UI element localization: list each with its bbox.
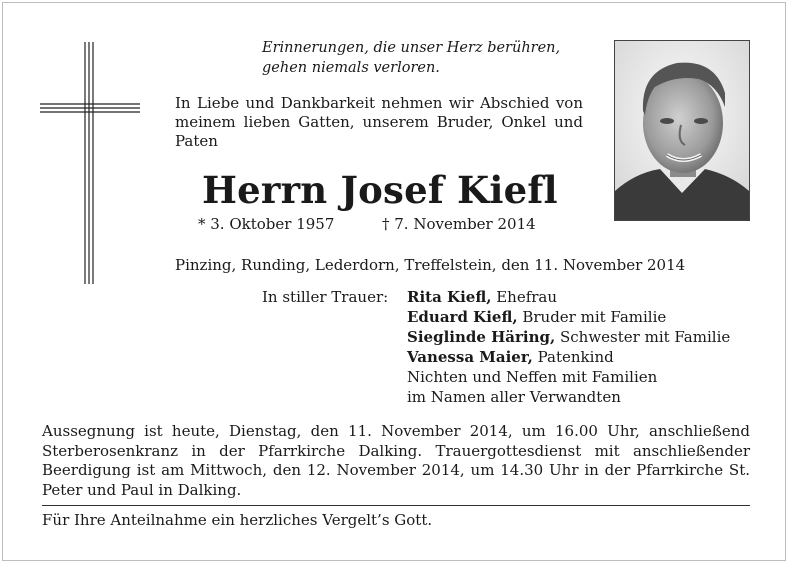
thanks-text: Für Ihre Anteilnahme ein herzliches Vergelt’s Gott. [42,511,433,529]
mourner-name: Vanessa Maier, [407,348,533,366]
portrait-photo [614,40,750,221]
mourners-list [407,287,730,407]
mourner-entry [407,347,730,367]
cross-icon [38,40,142,286]
mourner-entry [407,327,730,347]
birth-date: * 3. Oktober 1957 [198,215,335,233]
mourner-entry [407,367,730,387]
memorial-quote [262,38,582,78]
quote-line-1: Erinnerungen, die unser Herz berühren, [262,40,561,56]
mourner-entry [407,307,730,327]
mourner-name: Rita Kiefl, [407,288,492,306]
portrait-image [615,41,749,220]
mourner-relation: im Namen aller Verwandten [407,388,621,406]
mourner-relation: Ehefrau [491,288,558,306]
mourner-relation: Nichten und Neffen mit Familien [407,368,658,386]
intro-text: In Liebe und Dankbarkeit nehmen wir Abschied von meinem lieben Gatten, unserem Bruder, Onkel und Paten [175,94,583,150]
mourner-relation: Patenkind [532,348,614,366]
mourner-relation: Schwester mit Familie [555,328,731,346]
deceased-name: Herrn Josef Kiefl [202,168,558,212]
quote-line-2: gehen niemals verloren. [262,60,440,76]
divider-line [42,505,750,506]
mourner-relation: Bruder mit Familie [517,308,667,326]
mourner-name: Eduard Kiefl, [407,308,518,326]
places-date-line: Pinzing, Runding, Lederdorn, Treffelstein, den 11. November 2014 [175,256,686,274]
mourner-entry [407,287,730,307]
death-date: † 7. November 2014 [382,215,536,233]
funeral-service-text: Aussegnung ist heute, Dienstag, den 11. November 2014, um 16.00 Uhr, anschließend Sterberosenkranz in der Pfarrkirche Dalking. Trauergottesdienst mit anschließender Beerdigung ist am Mittwoch, den 12. November 2014, um 14.30 Uhr in der Pfarrkirche St. Peter und Paul in Dalking. [42,422,750,499]
mourner-name: Sieglinde Häring, [407,328,556,346]
mourner-entry [407,387,730,407]
mourning-label: In stiller Trauer: [262,288,389,306]
